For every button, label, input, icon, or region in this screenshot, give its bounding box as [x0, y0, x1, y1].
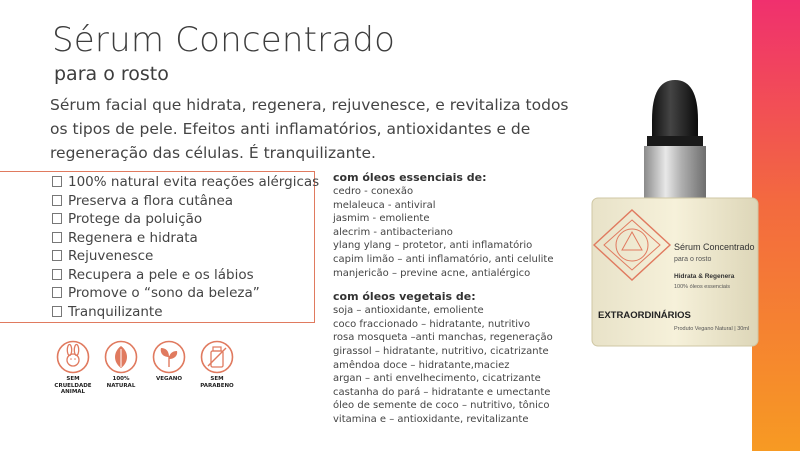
- badge-cruelty-free: SEM CRUELDADE ANIMAL: [56, 340, 90, 396]
- product-description: Sérum facial que hidrata, regenera, rejuvenesce, e revitaliza todos os tipos de pele. Efeitos anti inflamatórios, antioxidantes e de regeneração das células. É tranquilizante.: [50, 96, 569, 162]
- label-product-sub: para o rosto: [674, 256, 712, 263]
- badge-paraben-free: SEM PARABENO: [200, 340, 234, 396]
- benefit-item: Preserva a flora cutânea: [52, 192, 319, 211]
- oil-item: vitamina e – antioxidante, revitalizante: [333, 413, 529, 425]
- benefit-item: Protege da poluição: [52, 210, 319, 229]
- badge-vegan: VEGANO: [152, 340, 186, 396]
- oil-item: argan – anti envelhecimento, cicatrizante: [333, 373, 541, 385]
- badge-row: [56, 340, 234, 396]
- benefit-item: Regenera e hidrata: [52, 229, 319, 248]
- checkbox-icon: [52, 306, 62, 317]
- benefit-item: Rejuvenesce: [52, 247, 319, 266]
- oil-item: cedro - conexão: [333, 186, 414, 197]
- oil-item: rosa mosqueta –anti manchas, regeneração: [333, 332, 553, 344]
- benefit-item: Recupera a pele e os lábios: [52, 266, 319, 285]
- checkbox-icon: [52, 213, 62, 224]
- oil-item: melaleuca - antiviral: [333, 199, 436, 211]
- essential-oils-heading: com óleos essenciais de:: [333, 171, 487, 184]
- label-product-name: Sérum Concentrado: [674, 242, 755, 252]
- checkbox-icon: [52, 269, 62, 280]
- checkbox-icon: [52, 232, 62, 243]
- checkbox-icon: [52, 176, 62, 187]
- oil-item: amêndoa doce – hidratante,maciez: [333, 359, 510, 371]
- rabbit-icon: [56, 340, 90, 374]
- label-brand: EXTRAORDINÁRIOS: [598, 310, 691, 321]
- checkbox-icon: [52, 195, 62, 206]
- sprout-icon: [152, 340, 186, 374]
- oil-item: coco fraccionado – hidratante, nutritivo: [333, 318, 531, 330]
- oils-list: [333, 170, 593, 427]
- vegetable-oils-heading: com óleos vegetais de:: [333, 290, 476, 304]
- benefit-item: 100% natural evita reações alérgicas: [52, 173, 319, 192]
- oil-item: óleo de semente de coco – nutritivo, tônico: [333, 400, 550, 412]
- label-footer: Produto Vegano Natural | 30ml: [674, 326, 750, 332]
- oil-item: alecrim - antibacteriano: [333, 226, 453, 238]
- page-subtitle: para o rosto: [54, 63, 169, 85]
- product-bottle-image: [582, 80, 767, 350]
- label-claim: Hidrata & Regenera: [674, 273, 735, 280]
- checkbox-icon: [52, 287, 62, 298]
- bottle-icon: [200, 340, 234, 374]
- benefit-item: Promove o “sono da beleza”: [52, 284, 319, 303]
- oil-item: capim limão – anti inflamatório, anti celulite: [333, 253, 554, 265]
- leaf-icon: [104, 340, 138, 374]
- benefits-list: [52, 173, 319, 321]
- oil-item: soja – antioxidante, emoliente: [333, 305, 484, 317]
- oil-item: jasmim - emoliente: [333, 213, 430, 225]
- checkbox-icon: [52, 250, 62, 261]
- oil-item: manjericão – previne acne, antialérgico: [333, 267, 531, 279]
- benefit-item: Tranquilizante: [52, 303, 319, 322]
- page-title: Sérum Concentrado: [52, 20, 396, 60]
- oil-item: girassol – hidratante, nutritivo, cicatrizante: [333, 345, 549, 357]
- badge-natural: 100% NATURAL: [104, 340, 138, 396]
- label-oils-note: 100% óleos essenciais: [674, 284, 730, 290]
- oil-item: ylang ylang – protetor, anti inflamatório: [333, 240, 533, 252]
- oil-item: castanha do pará – hidratante e umectante: [333, 386, 551, 398]
